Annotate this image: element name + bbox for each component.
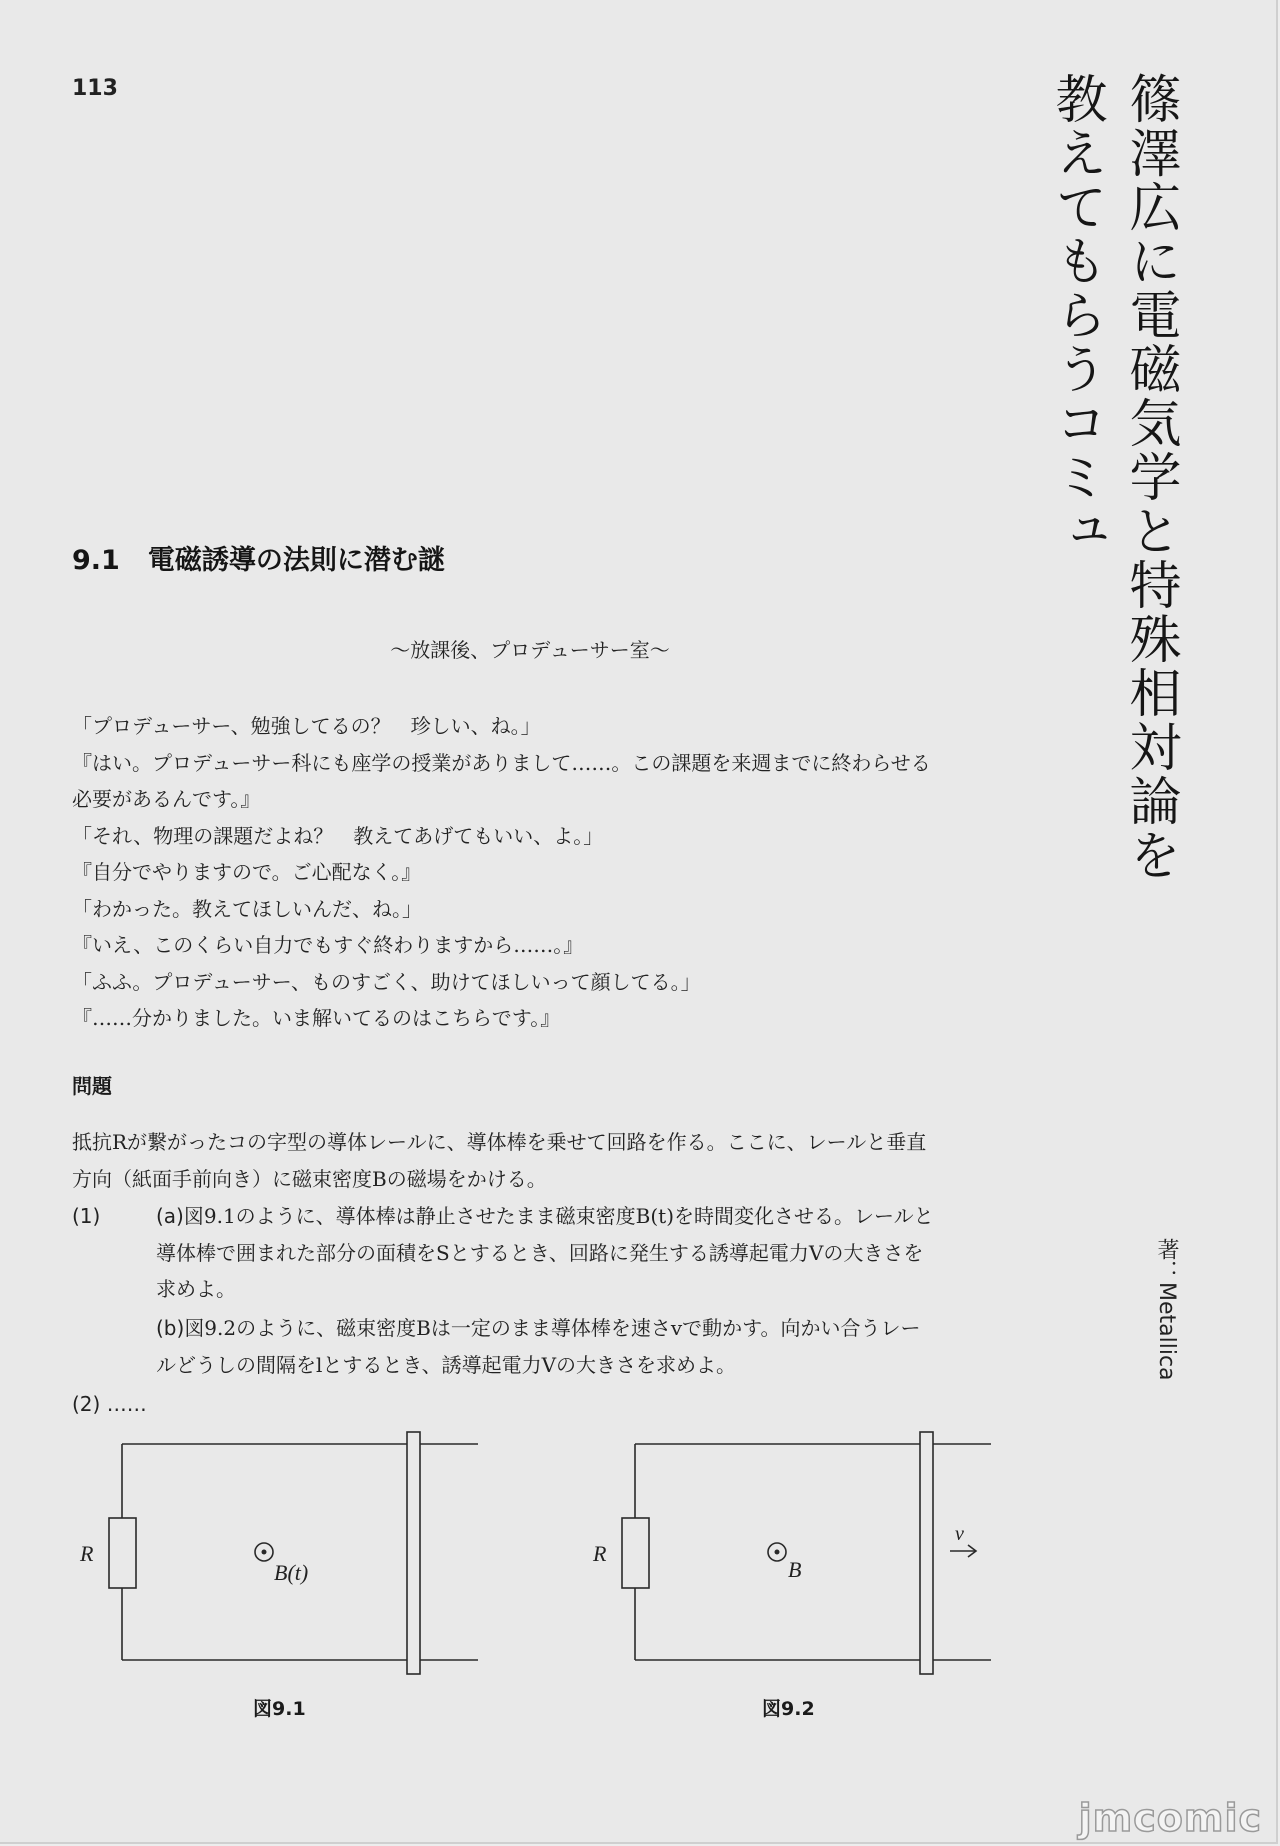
dialogue-line: 『自分でやりますので。ご心配なく。』 [72,860,422,884]
author-credit: 著：Metallica [1154,1238,1179,1381]
dialogue-line: 『はい。プロデューサー科にも座学の授業がありまして……。この課題を来週までに終わらせる [72,750,931,775]
resistor [109,1518,136,1588]
dialogue-line: 『いえ、このくらい自力でもすぐ終わりますから……。』 [72,933,584,957]
figure-9-2 [622,1432,991,1674]
problem-item-1a-line: (a)図9.1のように、導体棒は静止させたまま磁束密度B(t)を時間変化させる。レールと [156,1204,934,1228]
problem-item-1a-line: 導体棒で囲まれた部分の面積をSとするとき、回路に発生する誘導起電力Vの大きさを [156,1240,924,1265]
resistor-label: R [80,1541,94,1566]
figure-caption: 図9.1 [253,1698,306,1720]
dialogue-line: 「ふふ。プロデューサー、ものすごく、助けてほしいって顔してる。」 [72,969,701,994]
dialogue-line: 「プロデューサー、勉強してるの？ 珍しい、ね。」 [72,714,541,738]
problem-item-1-label: (1) [72,1204,101,1228]
problem-item-1a-line: 求めよ。 [156,1277,236,1301]
chapter-title-line-1: 篠澤広に電磁気学と特殊相対論を [1120,72,1180,882]
page-number: 113 [72,76,118,101]
problem-intro-line: 方向（紙面手前向き）に磁束密度Bの磁場をかける。 [72,1166,547,1191]
dialogue-line: 「わかった。教えてほしいんだ、ね。」 [72,896,422,921]
dialogue-block [72,708,1002,1037]
conductor-rod [407,1432,420,1674]
scene-direction: ～放課後、プロデューサー室～ [390,638,670,662]
velocity-label: v [955,1523,964,1545]
problem-item-2: (2) …… [72,1392,147,1416]
circuit-figures [60,1420,1020,1730]
figure-caption: 図9.2 [762,1698,815,1720]
problem-item-1b-line: ルどうしの間隔をlとするとき、誘導起電力Vの大きさを求めよ。 [156,1352,737,1377]
problem-heading: 問題 [72,1074,112,1098]
field-label: B(t) [274,1560,309,1585]
sub-item-a-label: (a) [156,1204,184,1228]
section-number: 9.1 [72,545,120,576]
dialogue-line: 「それ、物理の課題だよね？ 教えてあげてもいい、よ。」 [72,823,604,848]
field-label: B [788,1557,802,1582]
resistor-label: R [593,1541,607,1566]
problem-intro [72,1124,1002,1197]
problem-item-1b [156,1310,996,1383]
watermark: jmcomic [1078,1796,1262,1840]
problem-item-1b-line: (b)図9.2のように、磁束密度Bは一定のまま導体棒を速さvで動かす。向かい合うレー [156,1316,921,1340]
resistor [622,1518,649,1588]
section-title: 電磁誘導の法則に潜む謎 [147,545,445,576]
section-heading [72,538,445,577]
figure-9-1 [109,1432,478,1674]
problem-intro-line: 抵抗Rが繋がったコの字型の導体レールに、導体棒を乗せて回路を作る。ここに、レールと垂直 [72,1130,927,1154]
chapter-title-line-2: 教えてもらうコミュ [1046,72,1106,558]
dialogue-line: 『……分かりました。いま解いてるのはこちらです。』 [72,1006,561,1030]
conductor-rod [920,1432,933,1674]
sub-item-b-label: (b) [156,1316,185,1340]
dialogue-line: 必要があるんです。』 [72,787,261,811]
problem-item-1a [156,1198,996,1308]
